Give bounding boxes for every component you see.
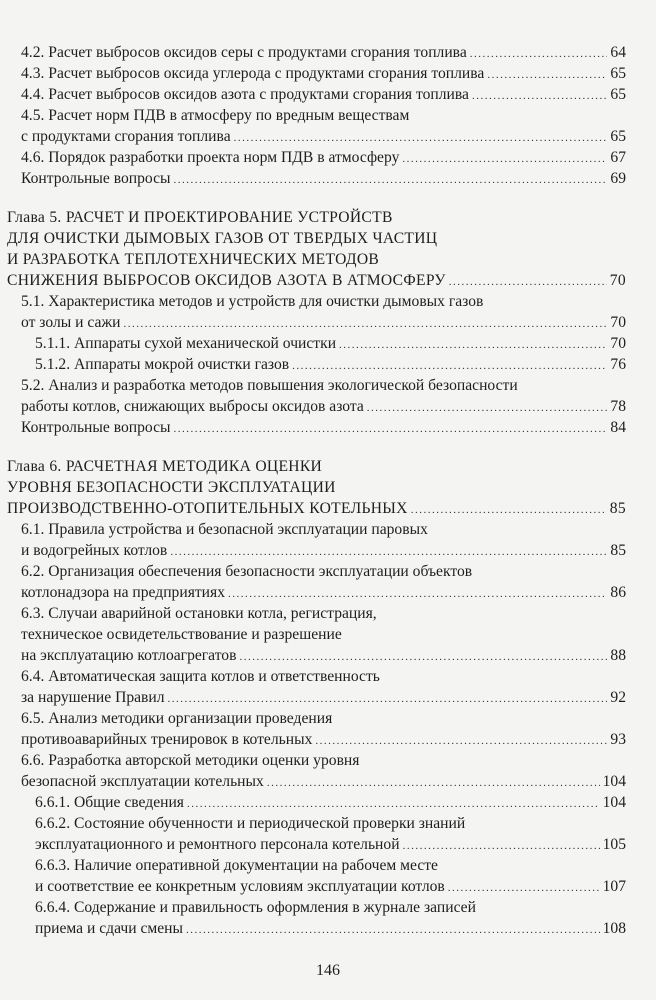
dot-leader (367, 398, 608, 419)
dot-leader (124, 314, 608, 335)
dot-leader (472, 86, 607, 107)
chapter-6-heading-line: УРОВНЯ БЕЗОПАСНОСТИ ЭКСПЛУАТАЦИИ (7, 479, 336, 496)
toc-entry-title: 4.4. Расчет выбросов оксидов азота с продуктами сгорания топлива (21, 86, 469, 103)
toc-page-number: 65 (610, 65, 626, 82)
toc-entry-title: и водогрейных котлов (21, 542, 168, 559)
dot-leader (239, 647, 607, 668)
toc-entry-6-3[interactable] (0, 645, 626, 666)
toc-entry-5-1-line1: 5.1. Характеристика методов и устройств для очистки дымовых газов (21, 293, 484, 310)
toc-entry-title: 6.6.1. Общие сведения (35, 794, 184, 811)
toc-entry-6-3-line2: техническое освидетельствование и разрешение (21, 626, 342, 643)
dot-leader (173, 419, 607, 440)
toc-entry-title: 5.1.1. Аппараты сухой механической очистки (35, 335, 337, 352)
dot-leader (173, 170, 607, 191)
toc-entry-title: на эксплуатацию котлоагрегатов (21, 647, 237, 664)
dot-leader (402, 149, 607, 170)
toc-entry-6-6-3[interactable] (0, 876, 626, 897)
toc-page-number: 70 (610, 335, 626, 352)
toc-entry-title: 5.1.2. Аппараты мокрой очистки газов (35, 356, 290, 373)
toc-entry-6-6-3-line1: 6.6.3. Наличие оперативной документации на рабочем месте (35, 857, 438, 874)
toc-entry-5-2-line1: 5.2. Анализ и разработка методов повышения экологической безопасности (21, 377, 518, 394)
dot-leader (448, 878, 600, 899)
toc-entry-6-5[interactable] (0, 729, 626, 750)
chapter-5-heading-line: И РАЗРАБОТКА ТЕПЛОТЕХНИЧЕСКИХ МЕТОДОВ (7, 251, 380, 268)
dot-leader (403, 836, 600, 857)
dot-leader (411, 500, 607, 521)
toc-page-number: 70 (610, 314, 626, 331)
toc-entry-4-6[interactable] (0, 147, 626, 168)
toc-entry-4-4[interactable] (0, 84, 626, 105)
toc-entry-title: и соответствие ее конкретным условиям эксплуатации котлов (35, 878, 445, 895)
toc-entry-5-1[interactable] (0, 312, 626, 333)
toc-entry-title: Контрольные вопросы (21, 419, 171, 436)
toc-entry-6-6-2-line1: 6.6.2. Состояние обученности и периодической проверки знаний (35, 815, 466, 832)
toc-entry-6-6-4-line1: 6.6.4. Содержание и правильность оформления в журнале записей (35, 899, 476, 916)
toc-page-number: 65 (610, 128, 626, 145)
toc-page-number: 85 (609, 500, 626, 517)
toc-entry-6-6-1[interactable] (0, 792, 626, 813)
toc-page-number: 88 (610, 647, 626, 664)
dot-leader (228, 584, 607, 605)
toc-entry-5-2[interactable] (0, 396, 626, 417)
chapter-5-heading-line: Глава 5. РАСЧЕТ И ПРОЕКТИРОВАНИЕ УСТРОЙСТВ (7, 209, 393, 226)
toc-page-number: 85 (610, 542, 626, 559)
toc-page-number: 86 (610, 584, 626, 601)
toc-entry-title: приема и сдачи смены (35, 920, 184, 937)
chapter-5-heading-last: СНИЖЕНИЯ ВЫБРОСОВ ОКСИДОВ АЗОТА В АТМОСФЕРУ (7, 272, 446, 289)
toc-chapter-6[interactable] (0, 498, 626, 519)
dot-leader (339, 335, 607, 356)
toc-page-number: 76 (610, 356, 626, 373)
toc-entry-6-2[interactable] (0, 582, 626, 603)
toc-page-number: 65 (610, 86, 626, 103)
dot-leader (292, 356, 607, 377)
toc-entry-title: безопасной эксплуатации котельных (21, 773, 264, 790)
toc-entry-5-1-2[interactable] (0, 354, 626, 375)
toc-page-number: 70 (609, 272, 626, 289)
toc-page-number: 64 (610, 44, 626, 61)
toc-entry-6-6-4[interactable] (0, 918, 626, 939)
chapter-6-heading-last: ПРОИЗВОДСТВЕННО-ОТОПИТЕЛЬНЫХ КОТЕЛЬНЫХ (7, 500, 408, 517)
dot-leader (487, 65, 607, 86)
toc-entry-title: 4.6. Порядок разработки проекта норм ПДВ в атмосферу (21, 149, 400, 166)
toc-entry-title: Контрольные вопросы (21, 170, 171, 187)
toc-entry-title: противоаварийных тренировок в котельных (21, 731, 313, 748)
toc-entry-6-1[interactable] (0, 540, 626, 561)
toc-entry-6-6[interactable] (0, 771, 626, 792)
chapter-6-heading-line: Глава 6. РАСЧЕТНАЯ МЕТОДИКА ОЦЕНКИ (7, 458, 323, 475)
toc-entry-5-1-1[interactable] (0, 333, 626, 354)
toc-page-number: 67 (610, 149, 626, 166)
toc-entry-6-1-line1: 6.1. Правила устройства и безопасной эксплуатации паровых (21, 521, 428, 538)
dot-leader (170, 542, 607, 563)
dot-leader (470, 44, 608, 65)
toc-page-number: 107 (602, 878, 626, 895)
toc-page-number: 108 (602, 920, 626, 937)
toc-chapter-5[interactable] (0, 270, 626, 291)
toc-entry-4-5-line1: 4.5. Расчет норм ПДВ в атмосферу по вредным веществам (21, 107, 410, 124)
table-of-contents (0, 42, 656, 939)
toc-entry-6-6-line1: 6.6. Разработка авторской методики оценки уровня (21, 752, 360, 769)
toc-entry-title: от золы и сажи (21, 314, 121, 331)
toc-page-number: 84 (610, 419, 626, 436)
dot-leader (449, 272, 607, 293)
toc-entry-control-questions-4[interactable] (0, 168, 626, 189)
toc-entry-4-5[interactable] (0, 126, 626, 147)
dot-leader (234, 128, 608, 149)
toc-page-number: 78 (610, 398, 626, 415)
toc-page-number: 93 (610, 731, 626, 748)
toc-page-number: 69 (610, 170, 626, 187)
page-number: 146 (316, 962, 340, 979)
toc-entry-6-4-line1: 6.4. Автоматическая защита котлов и ответственность (21, 668, 380, 685)
toc-entry-title: эксплуатационного и ремонтного персонала котельной (35, 836, 400, 853)
chapter-spacer (0, 438, 656, 456)
toc-page-number: 104 (602, 773, 626, 790)
dot-leader (168, 689, 608, 710)
toc-entry-title: с продуктами сгорания топлива (21, 128, 231, 145)
toc-entry-6-5-line1: 6.5. Анализ методики организации проведения (21, 710, 333, 727)
toc-entry-control-questions-5[interactable] (0, 417, 626, 438)
dot-leader (186, 920, 600, 941)
toc-entry-title: котлонадзора на предприятиях (21, 584, 225, 601)
toc-page-number: 92 (610, 689, 626, 706)
toc-entry-title: работы котлов, снижающих выбросы оксидов азота (21, 398, 364, 415)
dot-leader (187, 794, 600, 815)
toc-page-number: 105 (602, 836, 626, 853)
toc-page-number: 104 (602, 794, 626, 811)
toc-entry-4-3[interactable] (0, 63, 626, 84)
toc-entry-6-3-line1: 6.3. Случаи аварийной остановки котла, регистрация, (21, 605, 377, 622)
chapter-spacer (0, 189, 656, 207)
toc-entry-title: 4.3. Расчет выбросов оксида углерода с продуктами сгорания топлива (21, 65, 485, 82)
toc-entry-4-2[interactable] (0, 42, 626, 63)
toc-entry-6-4[interactable] (0, 687, 626, 708)
toc-entry-6-2-line1: 6.2. Организация обеспечения безопасности эксплуатации объектов (21, 563, 473, 580)
dot-leader (267, 773, 600, 794)
toc-entry-title: за нарушение Правил (21, 689, 165, 706)
chapter-5-heading-line: ДЛЯ ОЧИСТКИ ДЫМОВЫХ ГАЗОВ ОТ ТВЕРДЫХ ЧАСТИЦ (7, 230, 438, 247)
dot-leader (315, 731, 607, 752)
toc-entry-6-6-2[interactable] (0, 834, 626, 855)
toc-entry-title: 4.2. Расчет выбросов оксидов серы с продуктами сгорания топлива (21, 44, 467, 61)
